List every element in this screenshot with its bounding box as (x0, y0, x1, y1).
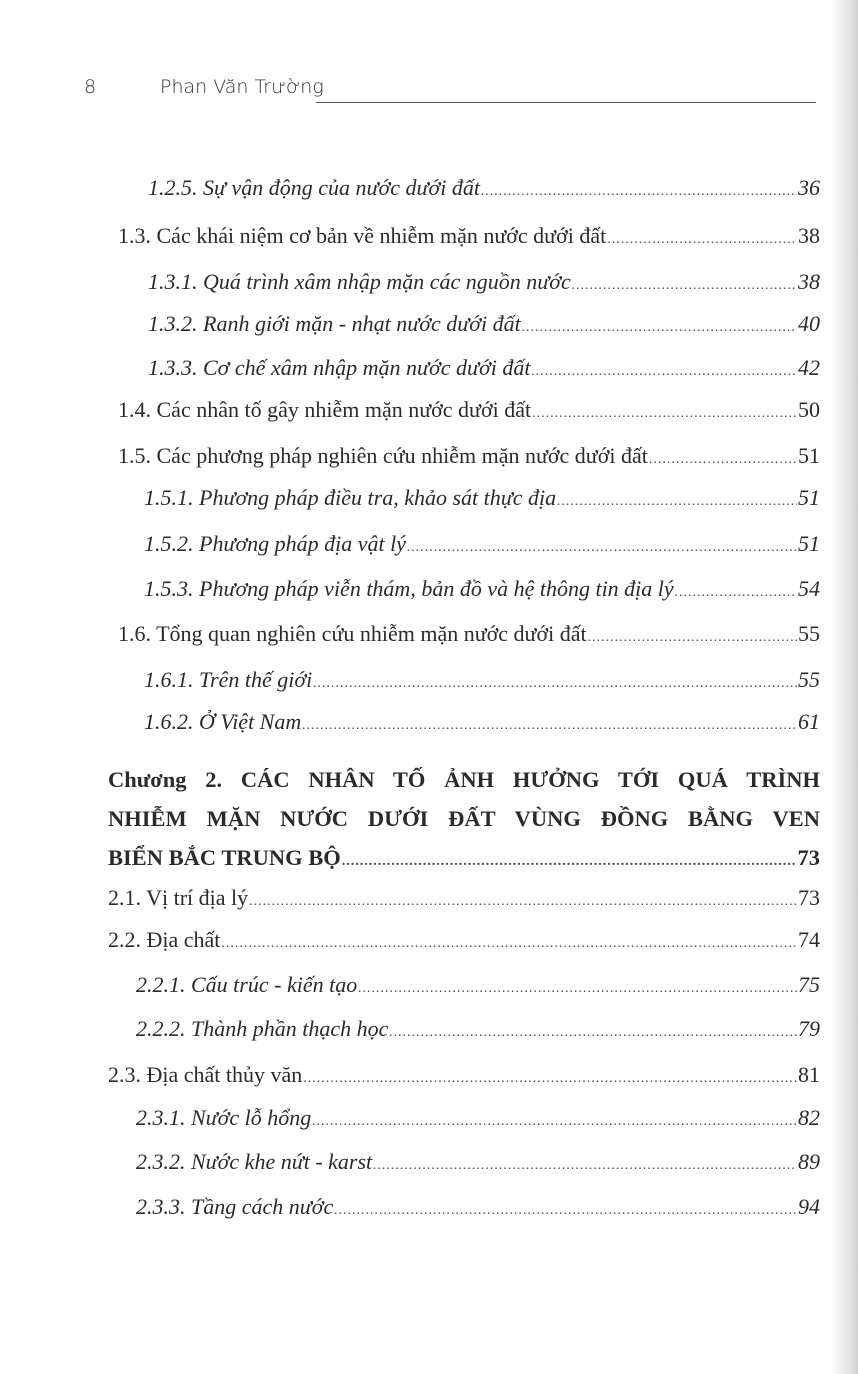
toc-entry[interactable] (148, 174, 820, 206)
toc-entry-title: 2.2. Địa chất (108, 927, 221, 952)
toc-entry-title: 1.3. Các khái niệm cơ bản về nhiễm mặn nước dưới đất (118, 223, 607, 248)
toc-entry[interactable] (118, 222, 820, 254)
toc-entry[interactable] (118, 620, 820, 652)
toc-entry-title: 2.3. Địa chất thủy văn (108, 1062, 303, 1087)
chapter-2-line-3: BIỂN BẮC TRUNG BỘ (108, 845, 341, 870)
dot-leader (572, 272, 797, 300)
dot-leader (342, 848, 797, 876)
dot-leader (607, 226, 797, 254)
toc-entry[interactable] (136, 1104, 820, 1136)
toc-entry-page: 38 (798, 223, 820, 248)
toc-entry-title: 1.3.2. Ranh giới mặn - nhạt nước dưới đất (148, 311, 521, 336)
dot-leader (303, 1065, 797, 1093)
dot-leader (407, 534, 797, 562)
running-header (84, 76, 816, 106)
toc-entry-page: 81 (798, 1062, 820, 1087)
toc-entry[interactable] (144, 484, 820, 516)
toc-entry[interactable] (148, 354, 820, 386)
dot-leader (532, 400, 797, 428)
toc-entry[interactable] (144, 708, 820, 740)
page-number: 8 (84, 76, 97, 98)
toc-entry-page: 55 (798, 621, 820, 646)
chapter-2-line-2: NHIỄM MẶN NƯỚC DƯỚI ĐẤT VÙNG ĐỒNG BẰNG VEN (108, 806, 820, 831)
toc-entry-title: 1.5. Các phương pháp nghiên cứu nhiễm mặn nước dưới đất (118, 443, 648, 468)
toc-entry-title: 1.3.1. Quá trình xâm nhập mặn các nguồn nước (148, 269, 571, 294)
dot-leader (522, 314, 797, 342)
toc-entry-title: 1.4. Các nhân tố gây nhiễm mặn nước dưới đất (118, 397, 532, 422)
toc-entry-page: 51 (798, 443, 820, 468)
toc-entry-title: 1.2.5. Sự vận động của nước dưới đất (148, 175, 480, 200)
toc-entry[interactable] (144, 666, 820, 698)
toc-entry-title: 1.6.1. Trên thế giới (144, 667, 313, 692)
header-rule (316, 102, 816, 103)
toc-entry-page: 38 (798, 269, 820, 294)
toc-entry[interactable] (118, 396, 820, 428)
toc-entry-page: 79 (798, 1016, 820, 1041)
dot-leader (649, 446, 797, 474)
toc-entry-page: 36 (798, 175, 820, 200)
toc-entry[interactable] (118, 442, 820, 474)
chapter-2-line-1: Chương 2. CÁC NHÂN TỐ ẢNH HƯỞNG TỚI QUÁ TRÌNH (108, 767, 820, 792)
dot-leader (302, 712, 797, 740)
toc-entry-page: 89 (798, 1149, 820, 1174)
dot-leader (481, 178, 797, 206)
dot-leader (313, 670, 797, 698)
toc-entry[interactable] (136, 1193, 820, 1225)
dot-leader (675, 579, 797, 607)
toc-entry[interactable] (144, 575, 820, 607)
toc-entry-page: 40 (798, 311, 820, 336)
toc-entry-page: 61 (798, 709, 820, 734)
dot-leader (531, 358, 797, 386)
toc-entry-title: 1.6.2. Ở Việt Nam (144, 709, 302, 734)
toc-entry-title: 2.3.1. Nước lỗ hổng (136, 1105, 312, 1130)
dot-leader (334, 1197, 797, 1225)
chapter-2-entry[interactable] (108, 844, 820, 876)
dot-leader (588, 624, 797, 652)
dot-leader (373, 1152, 797, 1180)
chapter-2-page: 73 (797, 845, 820, 870)
toc-entry-page: 51 (798, 531, 820, 556)
toc-entry-title: 2.2.2. Thành phần thạch học (136, 1016, 389, 1041)
toc-entry-page: 54 (798, 576, 820, 601)
toc-entry-page: 51 (798, 485, 820, 510)
toc-entry-page: 94 (798, 1194, 820, 1219)
toc-entry[interactable] (108, 884, 820, 916)
toc-entry-title: 1.3.3. Cơ chế xâm nhập mặn nước dưới đất (148, 355, 531, 380)
toc-entry-page: 73 (798, 885, 820, 910)
author-name: Phan Văn Trường (160, 76, 324, 98)
dot-leader (389, 1019, 797, 1047)
toc-entry-page: 55 (798, 667, 820, 692)
dot-leader (312, 1108, 797, 1136)
page-edge-shadow (830, 0, 858, 1374)
dot-leader (221, 930, 797, 958)
toc-entry-page: 82 (798, 1105, 820, 1130)
toc-entry[interactable] (136, 1148, 820, 1180)
toc-entry-page: 74 (798, 927, 820, 952)
toc-entry[interactable] (144, 530, 820, 562)
toc-entry[interactable] (148, 268, 820, 300)
toc-entry-title: 2.2.1. Cấu trúc - kiến tạo (136, 972, 358, 997)
toc-entry-page: 75 (798, 972, 820, 997)
dot-leader (557, 488, 797, 516)
toc-entry[interactable] (108, 926, 820, 958)
toc-entry-title: 1.6. Tổng quan nghiên cứu nhiễm mặn nước dưới đất (118, 621, 587, 646)
toc-entry[interactable] (108, 1061, 820, 1093)
dot-leader (249, 888, 797, 916)
toc-entry-title: 2.1. Vị trí địa lý (108, 885, 249, 910)
toc-entry-page: 50 (798, 397, 820, 422)
toc-entry-title: 1.5.1. Phương pháp điều tra, khảo sát thực địa (144, 485, 557, 510)
dot-leader (358, 975, 797, 1003)
toc-entry[interactable] (136, 971, 820, 1003)
toc-entry-title: 2.3.2. Nước khe nứt - karst (136, 1149, 373, 1174)
toc-entry[interactable] (148, 310, 820, 342)
toc-entry-page: 42 (798, 355, 820, 380)
toc-entry-title: 1.5.3. Phương pháp viễn thám, bản đồ và hệ thông tin địa lý (144, 576, 674, 601)
toc-entry-title: 1.5.2. Phương pháp địa vật lý (144, 531, 407, 556)
toc-entry-title: 2.3.3. Tầng cách nước (136, 1194, 334, 1219)
toc-entry[interactable] (136, 1015, 820, 1047)
